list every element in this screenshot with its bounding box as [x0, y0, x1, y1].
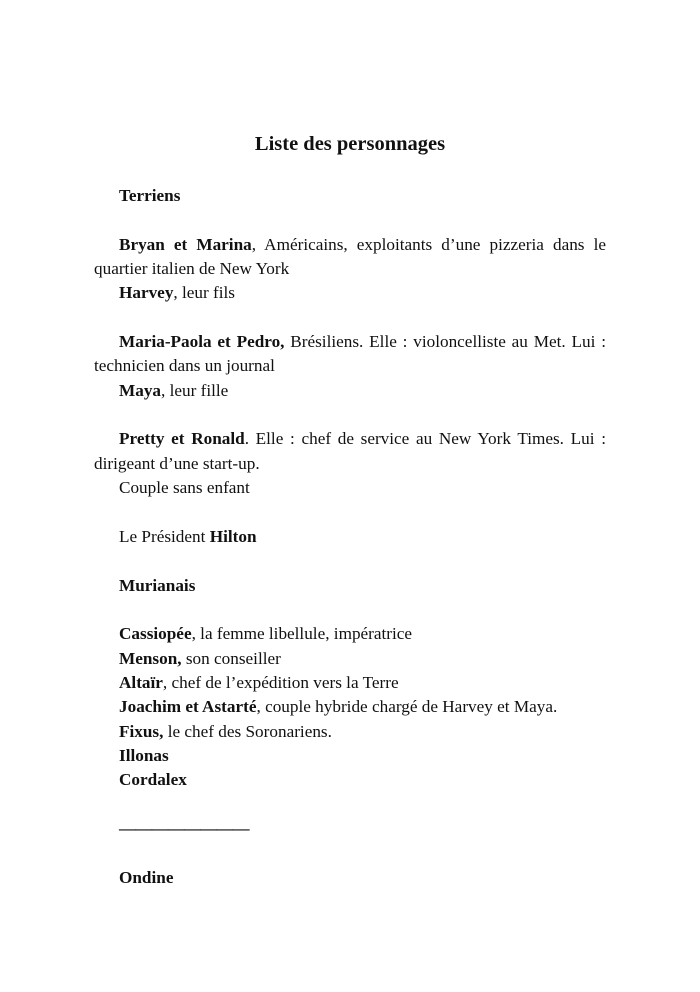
- character-description: , Américains, exploitants d’une pizzeria dans le quartier italien de New York: [94, 234, 606, 279]
- spacer: [94, 403, 606, 427]
- character-name: Ondine: [119, 867, 174, 887]
- character-name: Illonas: [119, 745, 169, 765]
- entry-cordalex: [94, 768, 606, 792]
- entry-altair: [94, 671, 606, 695]
- character-list: [94, 184, 606, 890]
- character-name: Cordalex: [119, 770, 187, 790]
- entry-ondine: [94, 866, 606, 890]
- spacer: [94, 793, 606, 817]
- dash-separator: ————————: [119, 818, 249, 838]
- entry-couple-note: [94, 476, 606, 500]
- character-description: Brésiliens. Elle : violoncelliste au Met. Lui : technicien dans un journal: [94, 332, 606, 376]
- section-heading-murianais: Murianais: [119, 575, 196, 595]
- character-description: , la femme libellule, impératrice: [191, 624, 413, 644]
- entry-illonas: [94, 744, 606, 768]
- character-description: . Elle : chef de service au New York Times. Lui : dirigeant d’une start-up.: [94, 429, 606, 473]
- character-description: Couple sans enfant: [119, 478, 250, 498]
- entry-pretty-ronald: [94, 427, 606, 476]
- character-description: , chef de l’expédition vers la Terre: [162, 672, 399, 692]
- spacer: [94, 208, 606, 232]
- entry-maya: [94, 379, 606, 403]
- character-name: Bryan et Marina: [119, 234, 252, 254]
- page-title: Liste des personnages: [254, 133, 446, 155]
- character-description: son conseiller: [181, 648, 281, 668]
- entry-hilton: [94, 525, 606, 549]
- character-name: Fixus,: [119, 721, 164, 741]
- spacer: [94, 549, 606, 573]
- character-name: Joachim et Astarté: [119, 697, 257, 717]
- character-description: , couple hybride chargé de Harvey et Maya.: [256, 697, 558, 717]
- spacer: [94, 500, 606, 524]
- character-description: , leur fils: [173, 283, 235, 303]
- character-name: Maria-Paola et Pedro,: [119, 332, 285, 352]
- character-name: Menson,: [119, 648, 182, 668]
- separator-line: [94, 817, 606, 841]
- character-name: Cassiopée: [119, 624, 192, 644]
- character-name: Pretty et Ronald: [119, 429, 245, 449]
- character-name: Hilton: [209, 526, 257, 546]
- entry-menson: [94, 647, 606, 671]
- character-description: le chef des Soronariens.: [163, 721, 332, 741]
- entry-bryan-marina: [94, 233, 606, 282]
- spacer: [94, 598, 606, 622]
- entry-maria-paola-pedro: [94, 330, 606, 379]
- entry-harvey: [94, 281, 606, 305]
- character-prefix: Le Président: [119, 526, 210, 546]
- spacer: [94, 841, 606, 865]
- character-description: , leur fille: [161, 380, 229, 400]
- character-name: Maya: [119, 380, 162, 400]
- entry-cassiopee: [94, 622, 606, 646]
- section-heading-terriens: Terriens: [119, 186, 181, 205]
- entry-fixus: [94, 720, 606, 744]
- character-name: Altaïr: [119, 672, 163, 692]
- entry-joachim-astarte: [94, 695, 606, 719]
- spacer: [94, 306, 606, 330]
- character-name: Harvey: [119, 283, 174, 303]
